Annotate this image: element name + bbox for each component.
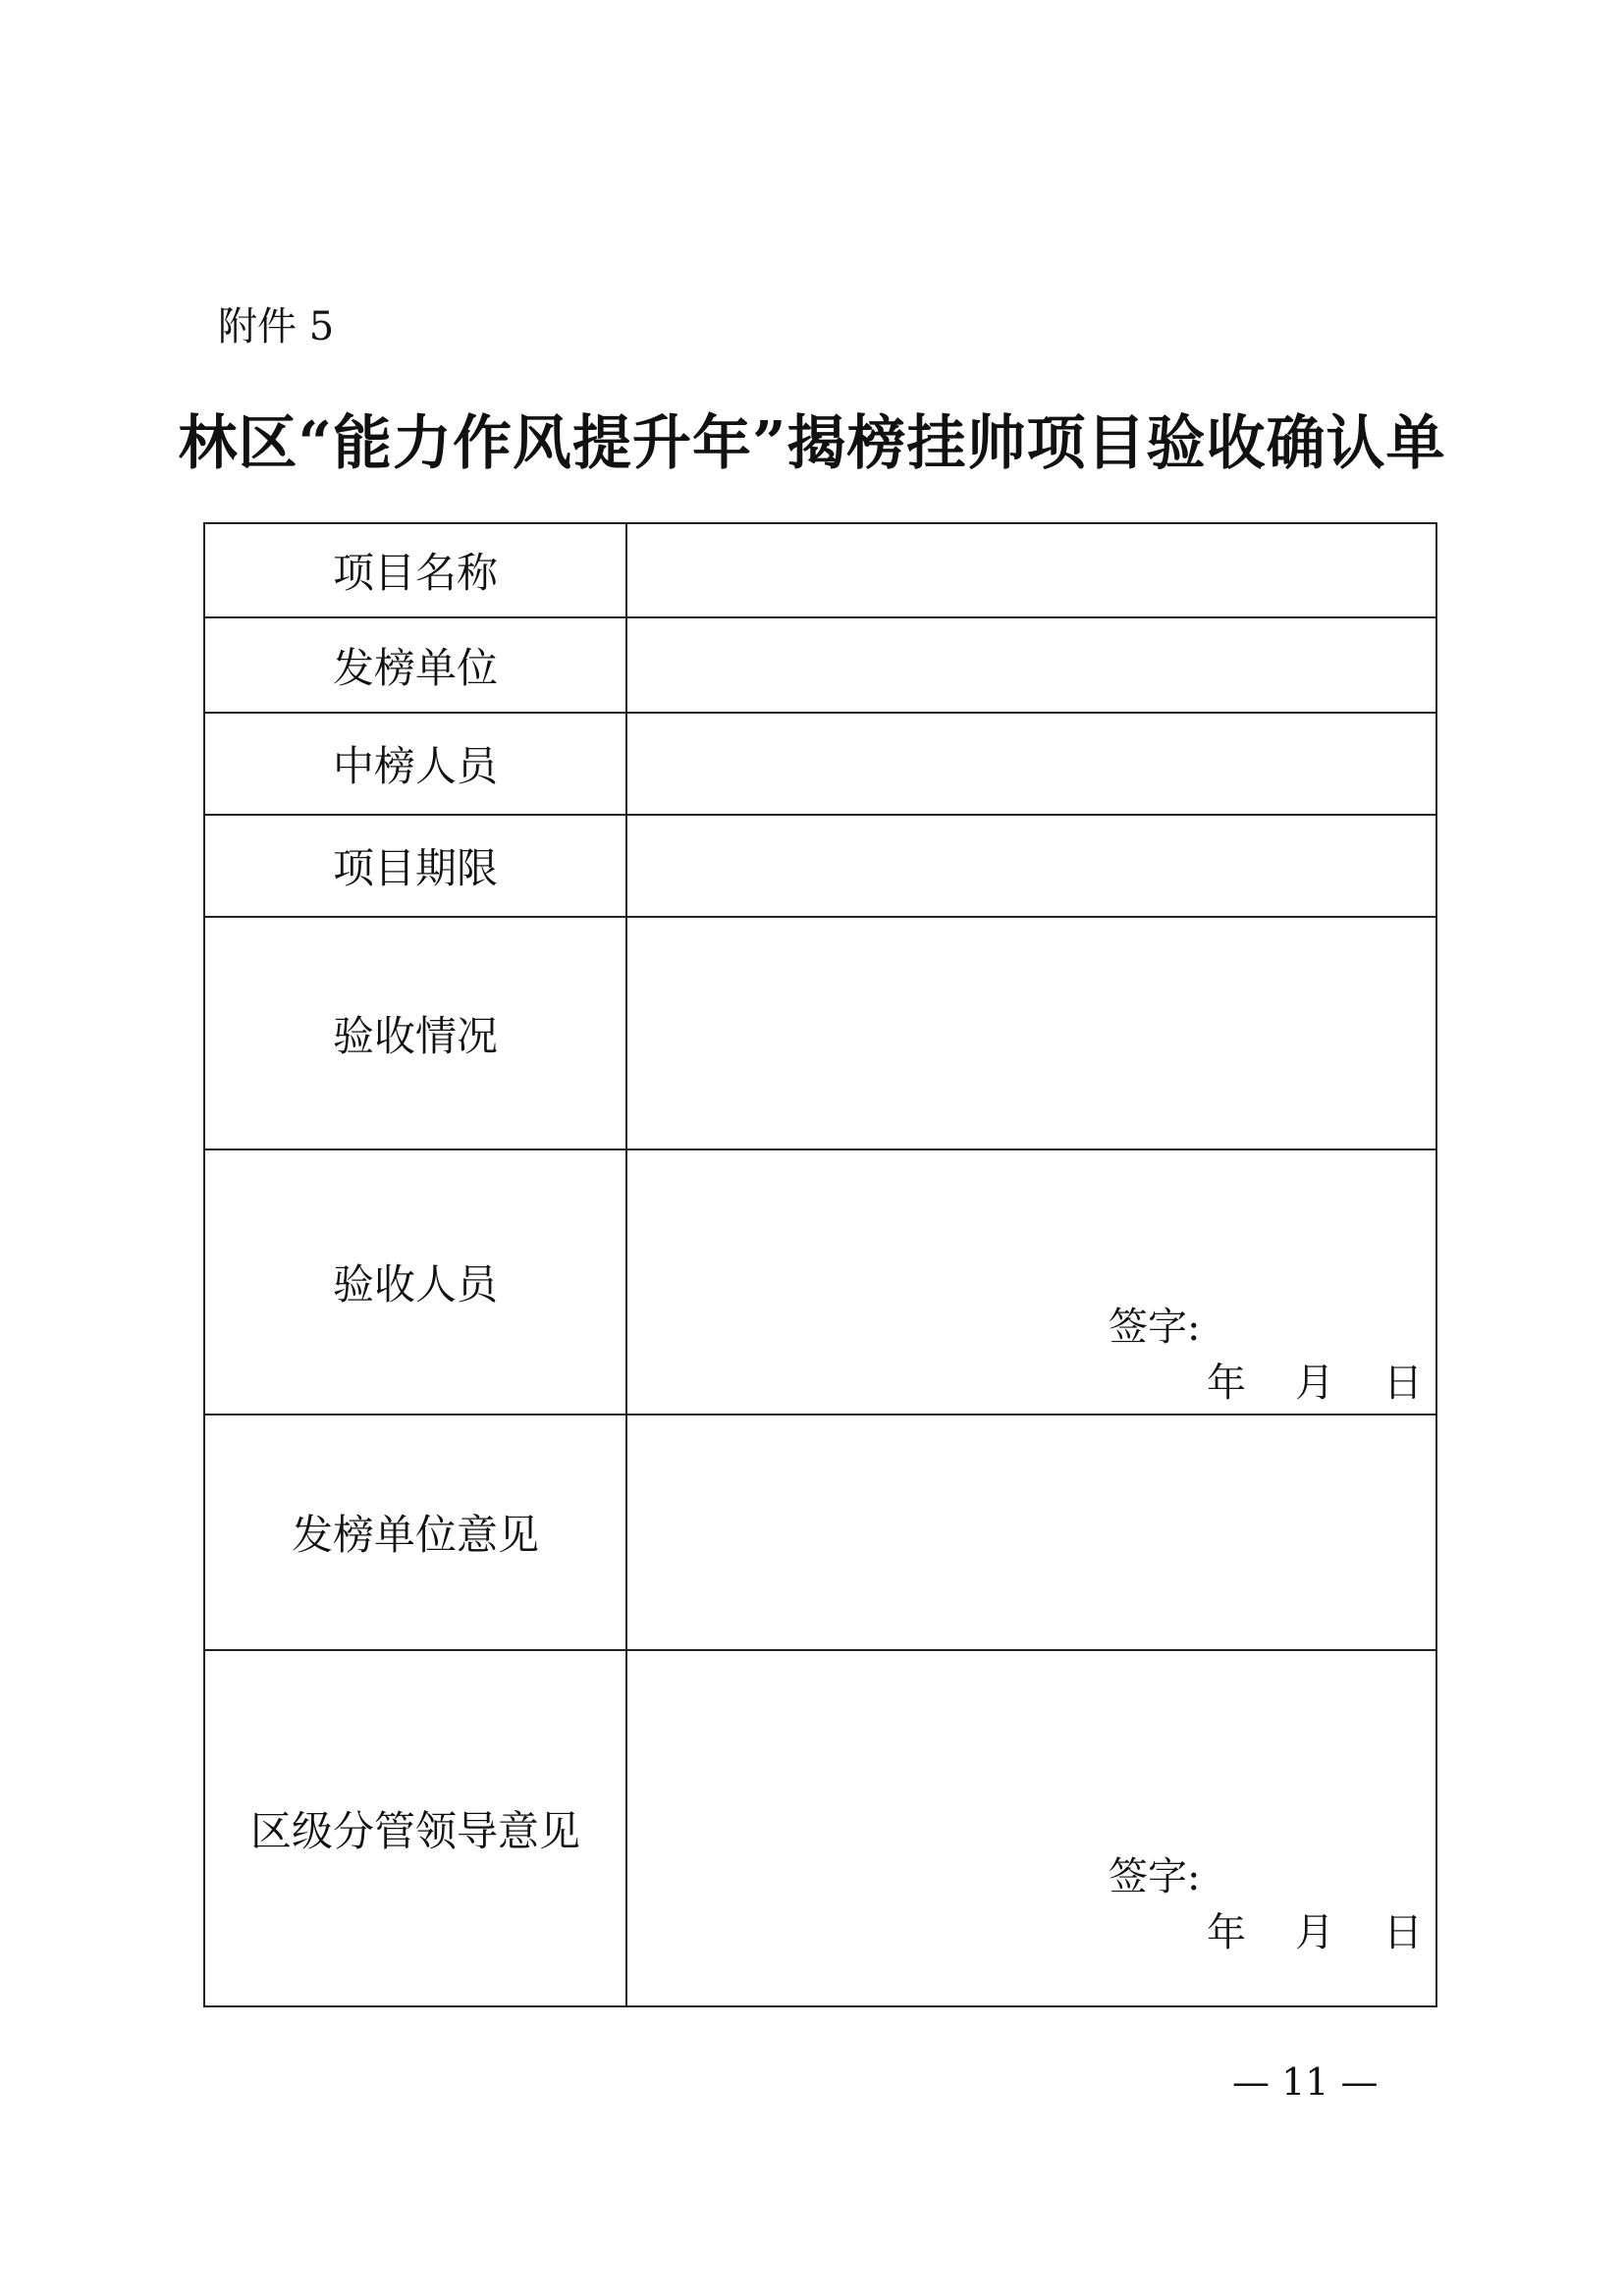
month-label: 月 [1295, 1361, 1334, 1406]
row-label-issuer-opinion: 发榜单位意见 [204, 1415, 626, 1650]
year-label: 年 [1207, 1361, 1246, 1406]
row-label-project-term: 项目期限 [204, 815, 626, 917]
year-label: 年 [1207, 1910, 1246, 1955]
table-row [204, 713, 1436, 815]
field-project-name[interactable] [626, 523, 1436, 617]
field-acceptance-personnel[interactable] [626, 1149, 1436, 1415]
table-row [204, 523, 1436, 617]
day-label: 日 [1383, 1361, 1423, 1406]
confirmation-form-table [203, 522, 1437, 2007]
signature-label: 签字: [1109, 1854, 1201, 1899]
row-label-district-leader-opinion: 区级分管领导意见 [204, 1650, 626, 2006]
page-number: — 11 — [1232, 2060, 1379, 2104]
table-row [204, 1650, 1436, 2006]
signature-label: 签字: [1109, 1305, 1201, 1350]
date-line [1207, 1908, 1423, 1957]
field-district-leader-opinion[interactable] [626, 1650, 1436, 2006]
row-label-winning-personnel: 中榜人员 [204, 713, 626, 815]
row-label-acceptance-personnel: 验收人员 [204, 1149, 626, 1415]
field-acceptance-status[interactable] [626, 917, 1436, 1149]
field-project-term[interactable] [626, 815, 1436, 917]
month-label: 月 [1295, 1910, 1334, 1955]
document-title: 林区“能力作风提升年”揭榜挂帅项目验收确认单 [178, 409, 1446, 478]
day-label: 日 [1383, 1910, 1423, 1955]
table-row [204, 1149, 1436, 1415]
field-winning-personnel[interactable] [626, 713, 1436, 815]
table-row [204, 815, 1436, 917]
field-issuing-unit[interactable] [626, 617, 1436, 713]
field-issuer-opinion[interactable] [626, 1415, 1436, 1650]
table-row [204, 917, 1436, 1149]
row-label-project-name: 项目名称 [204, 523, 626, 617]
row-label-acceptance-status: 验收情况 [204, 917, 626, 1149]
table-row [204, 617, 1436, 713]
table-row [204, 1415, 1436, 1650]
row-label-issuing-unit: 发榜单位 [204, 617, 626, 713]
date-line [1207, 1359, 1423, 1408]
attachment-label: 附件 5 [218, 304, 335, 349]
